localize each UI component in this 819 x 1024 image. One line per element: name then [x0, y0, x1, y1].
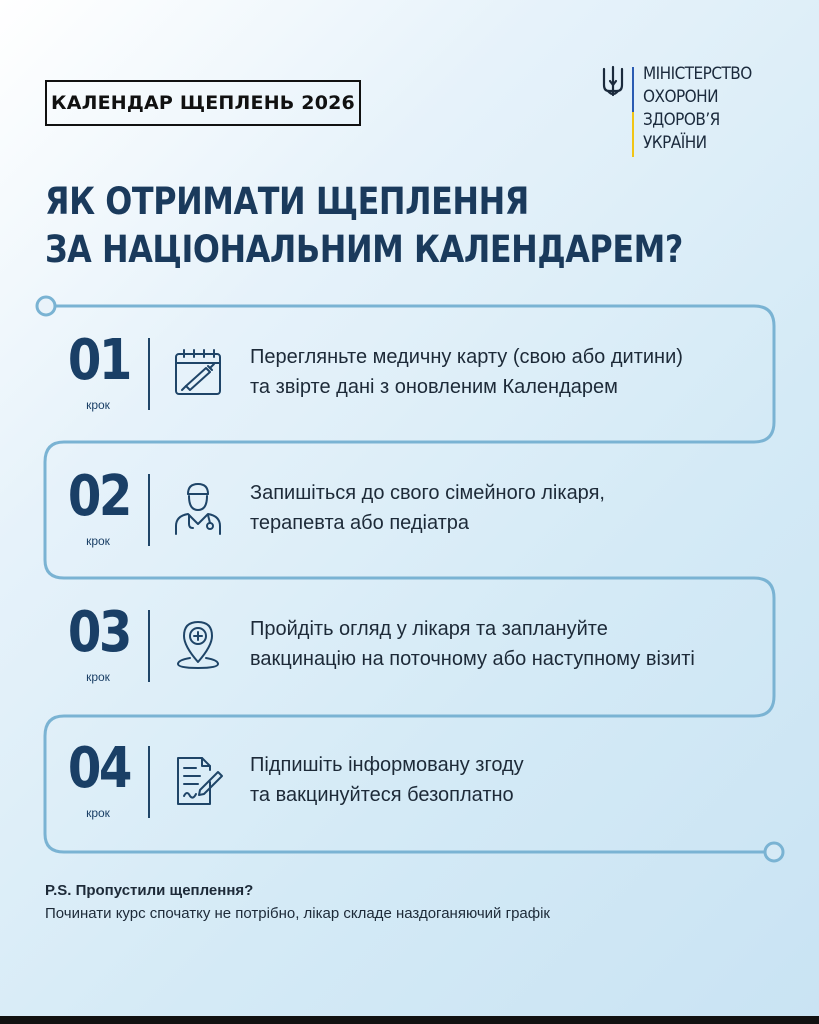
step-label: крок	[86, 534, 110, 548]
step-2	[45, 442, 775, 578]
step-text-line-1: Пройдіть огляд у лікаря та заплануйте	[250, 618, 608, 640]
step-number: 03	[67, 600, 130, 665]
step-4	[45, 714, 775, 850]
step-text-line-2: та вакцинуйтеся безоплатно	[250, 784, 514, 806]
step-divider	[148, 474, 150, 546]
page-title	[45, 178, 683, 274]
bottom-bar	[0, 1016, 819, 1024]
step-3	[45, 578, 775, 714]
step-divider	[148, 746, 150, 818]
step-number: 01	[67, 328, 130, 393]
step-divider	[148, 610, 150, 682]
ministry-line-1: МІНІСТЕРСТВО	[643, 64, 752, 84]
trident-icon	[601, 65, 625, 99]
ministry-line-2: ОХОРОНИ	[643, 87, 719, 107]
step-text-line-2: терапевта або педіатра	[250, 512, 470, 534]
step-number: 02	[67, 464, 130, 529]
step-number: 04	[67, 736, 130, 801]
step-text-line-1: Запишіться до свого сімейного лікаря,	[250, 482, 605, 504]
location-pin-medical-icon	[170, 616, 226, 672]
calendar-tag: КАЛЕНДАР ЩЕПЛЕНЬ 2026	[45, 80, 361, 126]
title-line-1: ЯК ОТРИМАТИ ЩЕПЛЕННЯ	[45, 180, 529, 223]
doctor-icon	[170, 480, 226, 536]
calendar-syringe-icon	[170, 344, 226, 400]
step-1	[45, 306, 775, 442]
step-label: крок	[86, 670, 110, 684]
step-label: крок	[86, 398, 110, 412]
step-text-line-2: вакцинацію на поточному або наступному візиті	[250, 648, 695, 670]
step-divider	[148, 338, 150, 410]
ps-title: P.S. Пропустили щеплення?	[45, 882, 254, 899]
step-label: крок	[86, 806, 110, 820]
ministry-line-4: УКРАЇНИ	[643, 133, 707, 153]
step-text-line-2: та звірте дані з оновленим Календарем	[250, 376, 618, 398]
signed-document-icon	[170, 752, 226, 808]
step-text-line-1: Перегляньте медичну карту (свою або дитини)	[250, 346, 683, 368]
ps-note	[45, 880, 550, 926]
ministry-line-3: ЗДОРОВ’Я	[643, 110, 720, 130]
ministry-logo	[601, 63, 771, 159]
step-text-line-1: Підпишіть інформовану згоду	[250, 754, 524, 776]
ps-text: Починати курс спочатку не потрібно, лікар складе наздоганяючий графік	[45, 905, 550, 922]
title-line-2: ЗА НАЦІОНАЛЬНИМ КАЛЕНДАРЕМ?	[45, 228, 683, 271]
flag-divider	[632, 67, 634, 157]
